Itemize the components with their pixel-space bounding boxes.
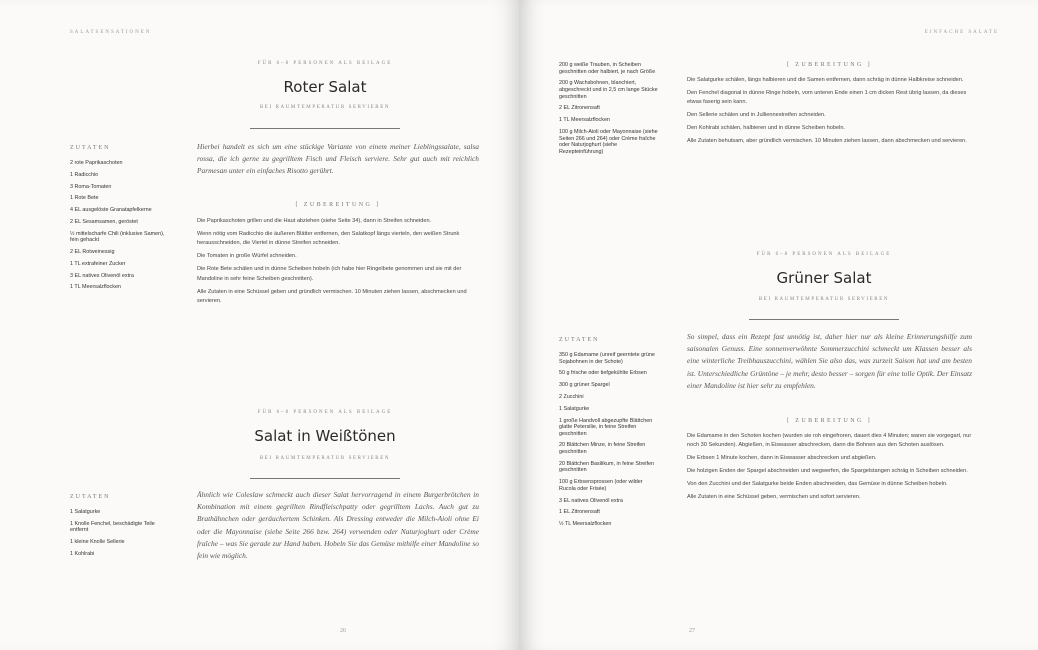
ingredients-list — [70, 509, 168, 563]
ingredient: 2 EL Sesamsamen, geröstet — [70, 218, 138, 225]
ingredients-list — [70, 160, 168, 296]
ingredient: 20 Blättchen Minze, in feine Streifen geschnitten — [559, 442, 646, 456]
ingredient: 300 g grüner Spargel — [559, 382, 610, 389]
ingredient: 1 Salatgurke — [559, 405, 590, 412]
running-head: SALATSENSATIONEN — [70, 30, 152, 35]
method-heading: [ ZUBEREITUNG ] — [787, 418, 872, 424]
divider — [250, 478, 400, 479]
ingredient: ½ TL Meersalzflocken — [559, 521, 612, 528]
recipe-intro: Ähnlich wie Coleslaw schmeckt auch dieser Salat hervorragend in einem Burgerbrötchen in Kombination mit einem gegrillten Rindfleischpatty oder gegrilltem Lachs. Auch gut zu Brathähnchen oder geräuchertem Schinken. Als Dressing entweder die Milch-Aioli ohne Ei oder die Mayonnaise (siehe Seite 266 bzw. 264) verwenden oder Naturjoghurt oder Crème fraîche – was Sie gerade zur Hand haben. Hobeln Sie das Gemüse mithilfe einer Mandoline so fein wie möglich. — [197, 490, 479, 561]
ingredients-list — [559, 352, 659, 533]
method-step: Von den Zucchini und der Salatgurke beide Enden abschneiden, das Gemüse in dünne Scheiben hobeln. — [687, 481, 948, 488]
ingredient: 1 TL extrafeiner Zucker — [70, 260, 126, 267]
method-step: Alle Zutaten in eine Schüssel geben und gründlich vermischen. 10 Minuten ziehen lassen, abschmecken und servieren. — [197, 288, 467, 305]
ingredient: 4 EL ausgelöste Granatapfelkerne — [70, 207, 152, 214]
method-step: Alle Zutaten in eine Schüssel geben, vermischen und sofort servieren. — [687, 494, 861, 501]
page-number: 26 — [340, 628, 346, 634]
recipe-intro: Hierbei handelt es sich um eine stückige Variante von einem meiner Lieblingssalate, salsa rossa, die ich gerne zu gegrilltem Fisch und Fleisch serviere. Sehr gut auch mit reichlich Parmesan unter ein einfaches Risotto gerührt. — [197, 142, 479, 176]
ingredient: 1 kleine Knolle Sellerie — [70, 539, 125, 546]
ingredient: 350 g Edamame (unreif geerntete grüne Sojabohnen in der Schote) — [559, 352, 655, 365]
ingredient: 1 TL Meersalzflocken — [70, 284, 121, 291]
page-number: 27 — [689, 628, 695, 634]
right-page — [519, 0, 1038, 650]
method-step: Den Fenchel diagonal in dünne Ringe hobeln, vom unteren Ende einen 1 cm dicken Rest übrig lassen, da dieses etwas faserig sein kann. — [687, 90, 967, 106]
ingredient: 2 rote Paprikaschoten — [70, 160, 123, 166]
ingredient: 3 EL natives Olivenöl extra — [559, 497, 623, 504]
method-step: Die holzigen Enden der Spargel abschneiden und wegwerfen, die Spargelstangen schräg in Scheiben schneiden. — [687, 468, 968, 475]
ingredient: 100 g Erbsensprossen (oder wilder Rucola oder Frisée) — [559, 479, 643, 492]
ingredient: 50 g frische oder tiefgekühlte Erbsen — [559, 370, 647, 377]
method-steps — [197, 217, 479, 310]
ingredient: 1 TL Meersalzflocken — [559, 117, 610, 124]
running-head: EINFACHE SALATE — [924, 30, 999, 35]
ingredient: 3 EL natives Olivenöl extra — [70, 272, 134, 279]
ingredient: 1 EL Zitronensaft — [559, 509, 600, 516]
ingredient: 1 Salatgurke — [70, 509, 101, 515]
ingredient: 100 g Milch-Aioli oder Mayonnaise (siehe Seiten 266 und 264) oder Crème fraîche oder Naturjoghurt (siehe Rezepteinführung) — [559, 128, 658, 155]
method-step: Die Salatgurke schälen, längs halbieren und die Samen entfernen, dann schräg in dünne Halbkreise schneiden. — [687, 77, 964, 83]
recipe-intro: So simpel, dass ein Rezept fast unnötig ist, daher hier nur als kleine Erinnerungshilfe zum saisonalen Genuss. Eine sonnenverwöhnte Sommerzucchini schmeckt um Klassen besser als eine winterliche Treibhauszucchini, wählen Sie also das, was zurzeit Saison hat und am besten ist. Unterschiedliche Grüntöne – je mehr, desto besser – sorgen für eine tolle Optik. Der Einsatz einer Mandoline ist hier sehr zu empfehlen. — [687, 332, 972, 390]
serve-note: BEI RAUMTEMPERATUR SERVIEREN — [259, 105, 391, 110]
ingredient: ½ mittelscharfe Chili (inklusive Samen), fein gehackt — [70, 230, 165, 244]
recipe-title: Grüner Salat — [776, 269, 872, 287]
recipe-title: Salat in Weißtönen — [254, 427, 396, 445]
method-step: Wenn nötig vom Radicchio die äußeren Blätter entfernen, den Salatkopf längs vierteln, den weißen Strunk herausschneiden, die Viertel in dünne Streifen schneiden. — [197, 231, 460, 247]
ingredients-list-continued — [559, 62, 659, 160]
method-step: Die Edamame in den Schoten kochen (wurden sie roh eingefroren, dauert dies 4 Minuten; waren sie vorgegart, nur noch 30 Sekunden). Abgießen, in Eiswasser abschrecken, dann die Bohnen aus den Schoten auslösen. — [687, 433, 972, 449]
ingredient: 1 Radicchio — [70, 171, 99, 178]
divider — [749, 319, 899, 320]
ingredient: 20 Blättchen Basilikum, in feine Streifen geschnitten — [559, 460, 654, 474]
method-step: Die Erbsen 1 Minute kochen, dann in Eiswasser abschrecken und abgießen. — [687, 455, 877, 462]
ingredient: 200 g weiße Trauben, in Scheiben geschnitten oder halbiert, je nach Größe — [559, 62, 656, 75]
method-steps — [687, 76, 972, 150]
ingredient: 1 Knolle Fenchel, beschädigte Teile entfernt — [70, 520, 155, 534]
divider — [250, 128, 400, 129]
method-step: Die Rote Bete schälen und in dünne Scheiben hobeln (ich habe hier Ringelbete genommen und sie mit der Mandoline in sehr feine Scheiben geschnitten). — [197, 266, 462, 282]
method-step: Die Tomaten in große Würfel schneiden. — [197, 253, 297, 260]
ingredients-heading: ZUTATEN — [70, 145, 111, 151]
method-step: Die Paprikaschoten grillen und die Haut abziehen (siehe Seite 34), dann in Streifen schneiden. — [197, 218, 432, 224]
ingredients-heading: ZUTATEN — [70, 494, 111, 500]
recipe-kicker: FÜR 6–8 PERSONEN ALS BEILAGE — [257, 61, 393, 66]
method-step: Den Sellerie schälen und in Julliennestreifen schneiden. — [687, 112, 826, 119]
serve-note: BEI RAUMTEMPERATUR SERVIEREN — [259, 456, 391, 461]
method-step: Den Kohlrabi schälen, halbieren und in dünne Scheiben hobeln. — [687, 125, 845, 132]
ingredient: 3 Roma-Tomaten — [70, 183, 112, 190]
ingredient: 1 Kohlrabi — [70, 550, 95, 557]
recipe-kicker: FÜR 6–8 PERSONEN ALS BEILAGE — [756, 252, 892, 257]
method-heading: [ ZUBEREITUNG ] — [787, 62, 872, 68]
method-steps — [687, 432, 972, 506]
method-heading: [ ZUBEREITUNG ] — [295, 202, 381, 208]
ingredient: 2 EL Rotweinessig — [70, 249, 115, 256]
ingredient: 1 Rote Bete — [70, 195, 99, 202]
method-step: Alle Zutaten behutsam, aber gründlich vermischen. 10 Minuten ziehen lassen, dann abschmecken und servieren. — [687, 138, 967, 145]
serve-note: BEI RAUMTEMPERATUR SERVIEREN — [758, 297, 890, 302]
ingredients-heading: ZUTATEN — [559, 337, 600, 343]
ingredient: 2 EL Zitronensaft — [559, 105, 600, 112]
ingredient: 2 Zucchini — [559, 393, 584, 400]
recipe-kicker: FÜR 6–8 PERSONEN ALS BEILAGE — [257, 410, 393, 415]
recipe-title: Roter Salat — [283, 78, 367, 96]
ingredient: 1 große Handvoll abgezupfte Blättchen glatte Petersilie, in feine Streifen geschnitten — [559, 417, 653, 437]
ingredient: 200 g Wachsbohnen, blanchiert, abgeschreckt und in 2,5 cm lange Stücke geschnitten — [559, 80, 658, 100]
